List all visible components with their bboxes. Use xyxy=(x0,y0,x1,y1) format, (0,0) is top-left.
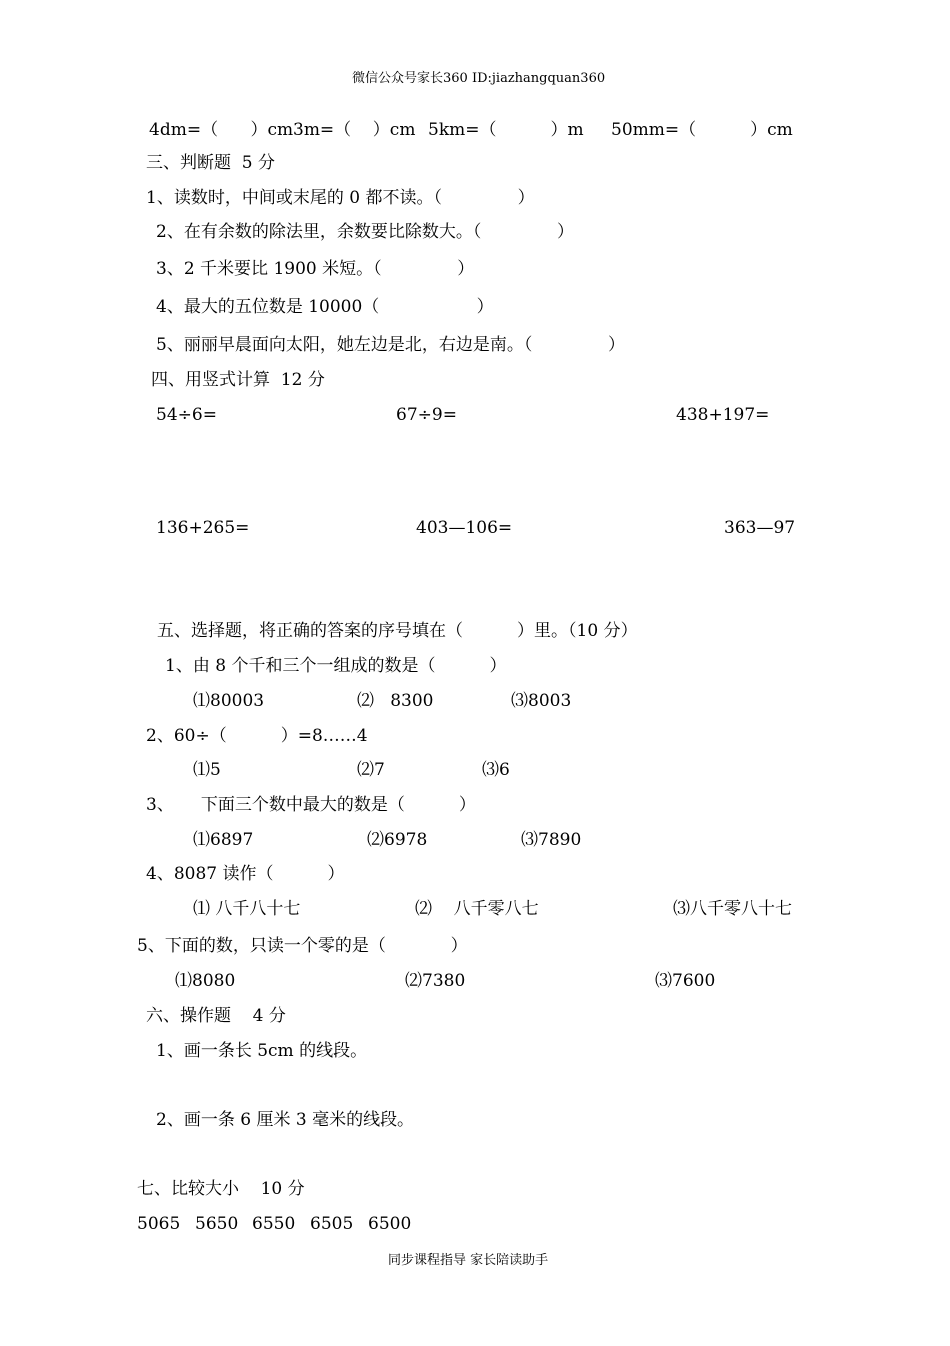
choice-q4-opt2: ⑵ 八千零八七 xyxy=(415,899,539,919)
choice-q3: 3、 下面三个数中最大的数是（ ） xyxy=(146,795,476,815)
judge-item-3: 3、2 千米要比 1900 米短。（ ） xyxy=(156,259,475,279)
choice-q5-opt3: ⑶7600 xyxy=(655,971,716,991)
choice-q4-opt3: ⑶八千零八十七 xyxy=(673,899,792,919)
judge-item-2: 2、在有余数的除法里，余数要比除数大。（ ） xyxy=(156,222,574,242)
compare-number-2: 5650 xyxy=(195,1214,239,1234)
compare-number-3: 6550 xyxy=(252,1214,296,1234)
unit-conversion-b: 3m=（ ）cm xyxy=(293,120,416,140)
choice-q5: 5、下面的数，只读一个零的是（ ） xyxy=(137,936,468,956)
choice-q5-opt2: ⑵7380 xyxy=(405,971,466,991)
choice-q1-opt2: ⑵ 8300 xyxy=(357,691,434,711)
choice-q5-opt1: ⑴8080 xyxy=(175,971,236,991)
section3-title: 三、判断题 5 分 xyxy=(146,153,276,173)
calc-1: 54÷6= xyxy=(156,405,217,425)
operation-item-2: 2、画一条 6 厘米 3 毫米的线段。 xyxy=(156,1110,415,1130)
calc-5: 403—106= xyxy=(416,518,513,538)
choice-q1-opt1: ⑴80003 xyxy=(193,691,265,711)
unit-conversion-c: 5km=（ ）m xyxy=(428,120,584,140)
compare-number-4: 6505 xyxy=(310,1214,354,1234)
section7-title: 七、比较大小 10 分 xyxy=(137,1179,305,1199)
choice-q2: 2、60÷（ ）=8……4 xyxy=(146,726,368,746)
page-header: 微信公众号家长360 ID:jiazhangquan360 xyxy=(352,71,606,86)
choice-q1-opt3: ⑶8003 xyxy=(511,691,572,711)
choice-q2-opt2: ⑵7 xyxy=(357,760,385,780)
calc-4: 136+265= xyxy=(156,518,250,538)
judge-item-4: 4、最大的五位数是 10000（ ） xyxy=(156,297,494,317)
calc-3: 438+197= xyxy=(676,405,770,425)
section5-title: 五、选择题，将正确的答案的序号填在（ ）里。（10 分） xyxy=(157,621,638,641)
choice-q3-opt3: ⑶7890 xyxy=(521,830,582,850)
compare-number-1: 5065 xyxy=(137,1214,181,1234)
unit-conversion-d: 50mm=（ ）cm xyxy=(611,120,793,140)
compare-number-5: 6500 xyxy=(368,1214,412,1234)
section6-title: 六、操作题 4 分 xyxy=(146,1006,286,1026)
page-footer: 同步课程指导 家长陪读助手 xyxy=(388,1253,549,1268)
calc-2: 67÷9= xyxy=(396,405,457,425)
choice-q2-opt3: ⑶6 xyxy=(482,760,510,780)
choice-q2-opt1: ⑴5 xyxy=(193,760,221,780)
judge-item-1: 1、读数时，中间或末尾的 0 都不读。（ ） xyxy=(146,188,535,208)
choice-q3-opt1: ⑴6897 xyxy=(193,830,254,850)
operation-item-1: 1、画一条长 5cm 的线段。 xyxy=(156,1041,368,1061)
choice-q3-opt2: ⑵6978 xyxy=(367,830,428,850)
choice-q1: 1、由 8 个千和三个一组成的数是（ ） xyxy=(165,656,507,676)
section4-title: 四、用竖式计算 12 分 xyxy=(151,370,325,390)
calc-6: 363—97 xyxy=(724,518,796,538)
judge-item-5: 5、丽丽早晨面向太阳，她左边是北，右边是南。（ ） xyxy=(156,335,625,355)
unit-conversion-a: 4dm=（ ）cm xyxy=(149,120,294,140)
choice-q4: 4、8087 读作（ ） xyxy=(146,864,345,884)
choice-q4-opt1: ⑴ 八千八十七 xyxy=(193,899,301,919)
